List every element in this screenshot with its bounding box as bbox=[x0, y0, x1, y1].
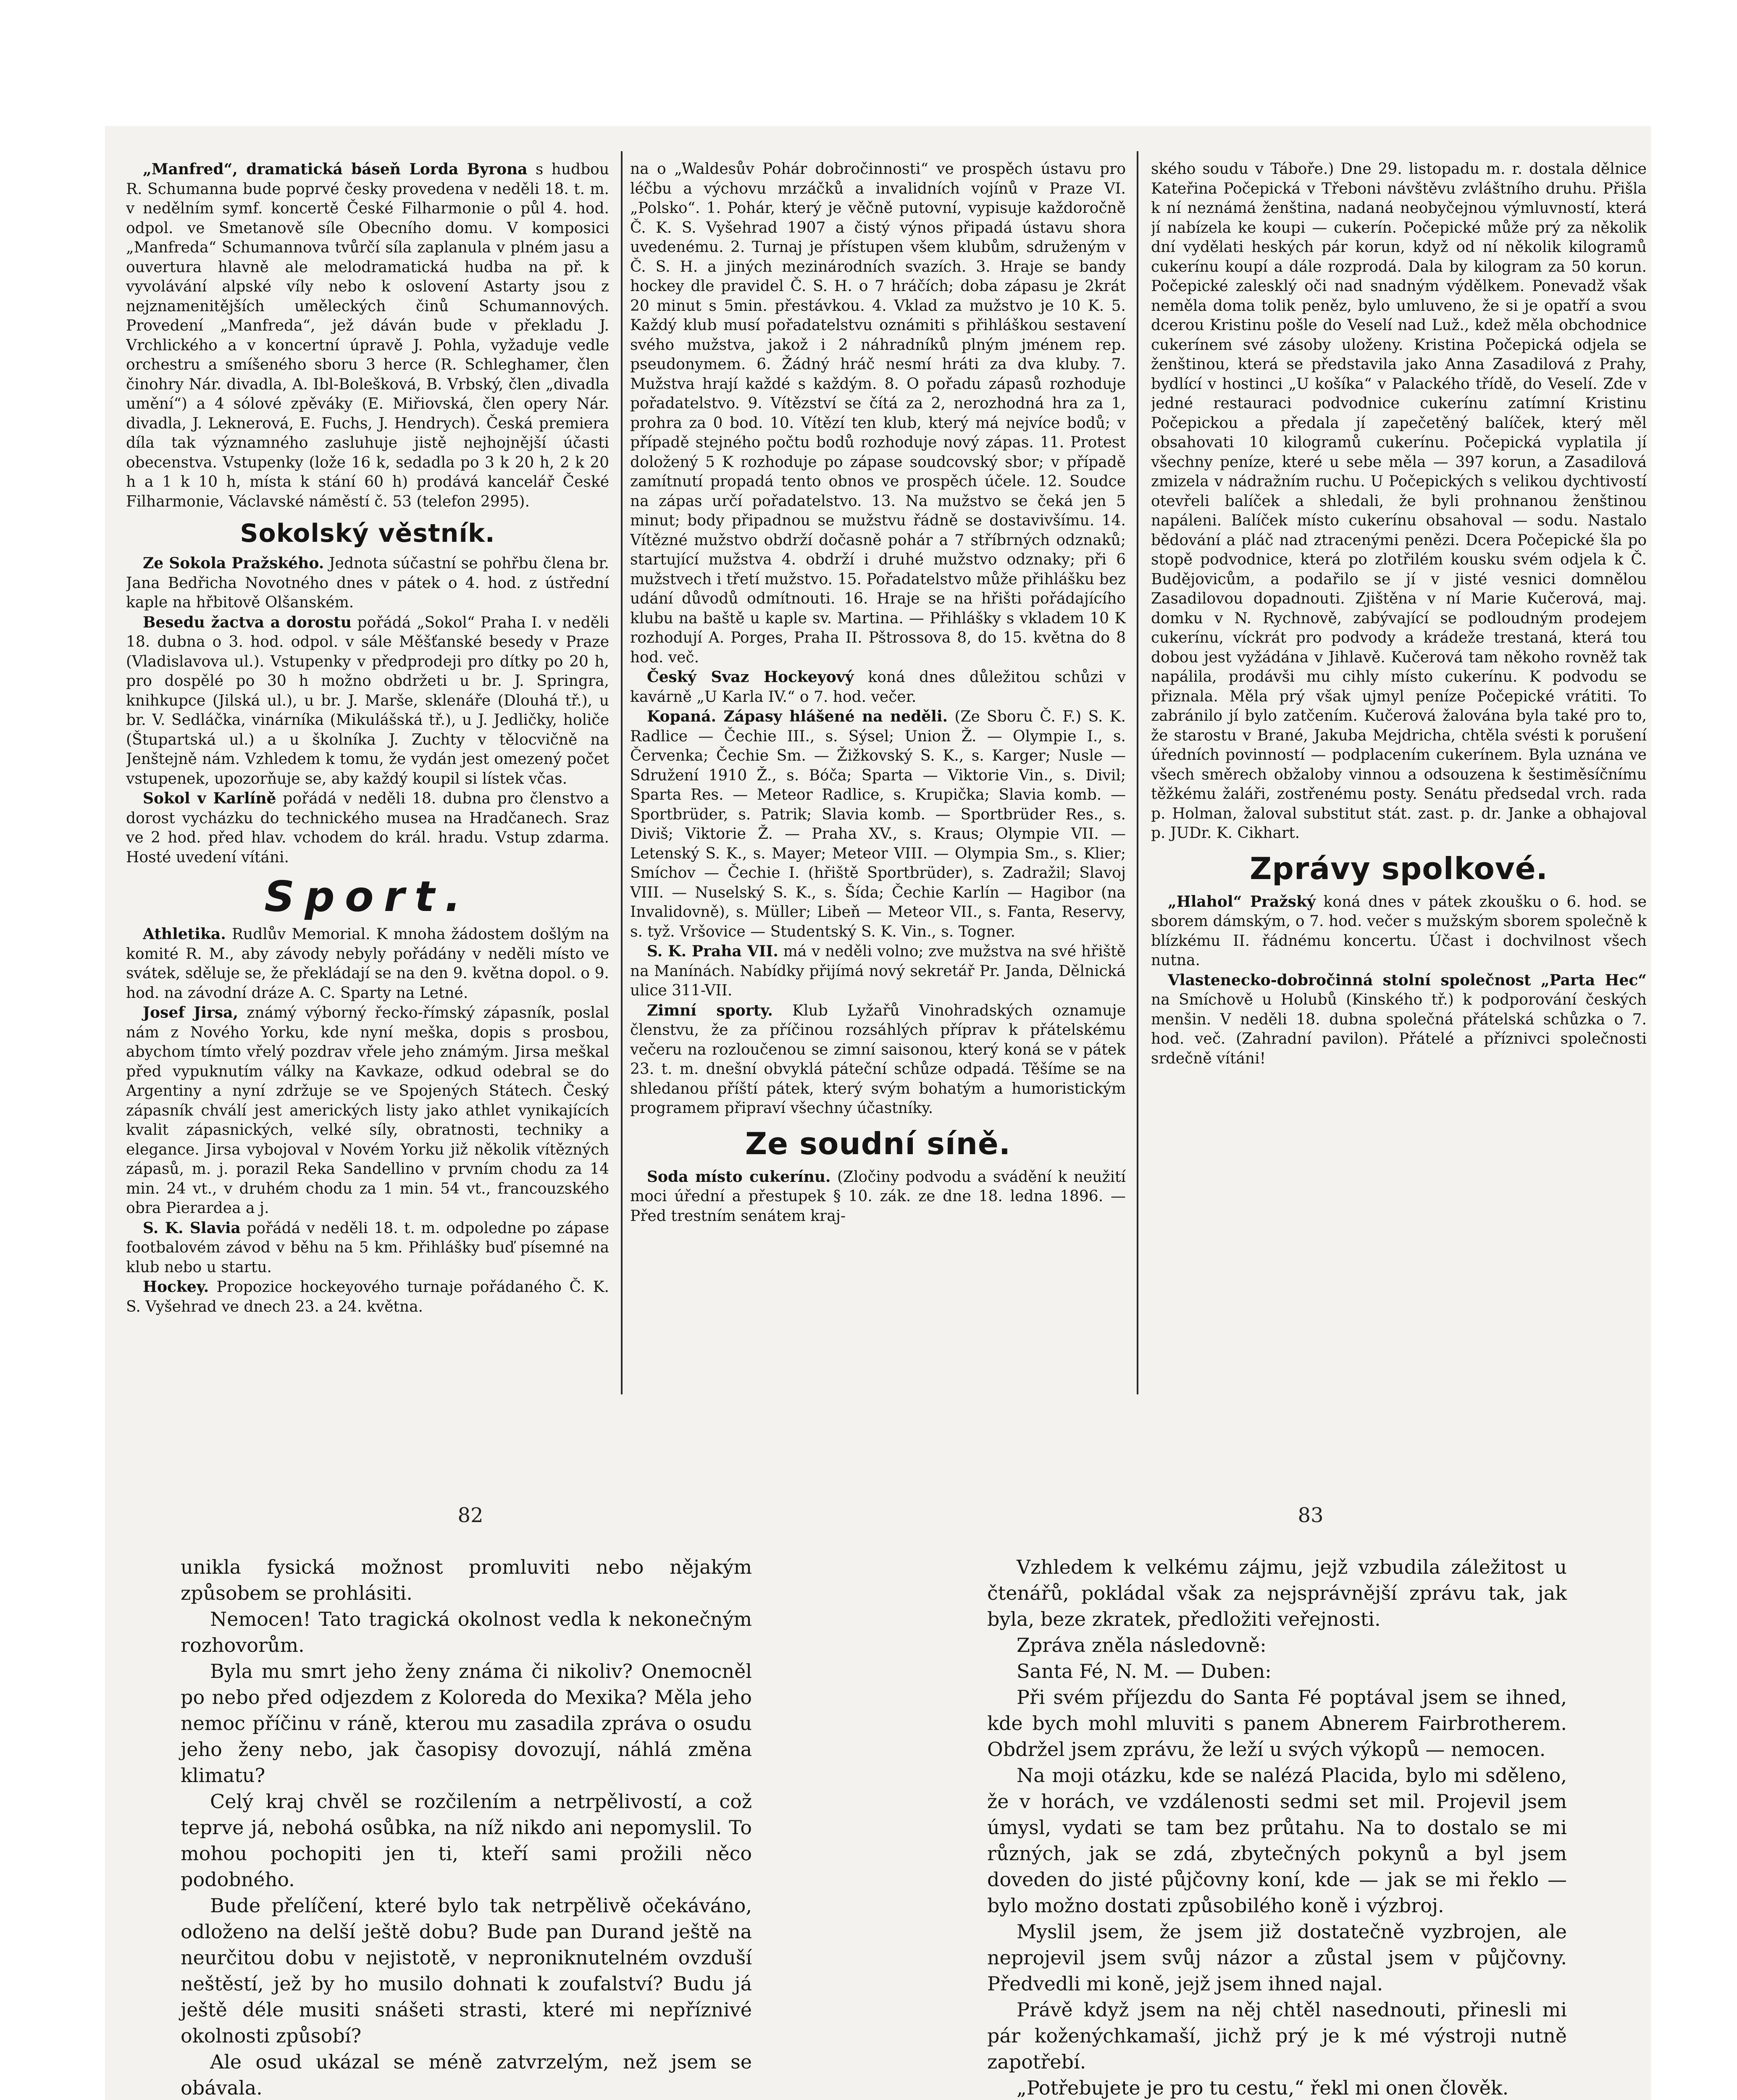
book-paragraph: unikla fysická možnost promluviti nebo nějakým způsobem se prohlásiti. bbox=[181, 1556, 752, 1604]
article-text: koná dnes v pátek zkoušku o 6. hod. se sborem dámským, o 7. hod. večer s mužským sborem společně k blízkému II. řádnému koncertu. Účast i dochvilnost všech nutna. bbox=[1151, 893, 1647, 969]
article-lead: „Manfred“, dramatická báseň Lorda Byrona bbox=[143, 160, 528, 178]
spolky-heading: Zprávy spolkové. bbox=[1250, 850, 1548, 886]
article-lead: Český Svaz Hockeyový bbox=[647, 668, 854, 686]
article-paragraph bbox=[126, 554, 609, 613]
article-lead: Athletika. bbox=[143, 925, 226, 943]
article-text: s hudbou R. Schumanna bude poprvé česky provedena v neděli 18. t. m. v nedělním symf. koncertě České Filharmonie o půl 4. hod. odpol. ve Smetanově síle Obecního domu. V komposici „Manfreda“ Schumannova tvůrčí síla zaplanula v plném jasu a ouvertura hlavně ale melodramatická hudba na př. k vyvolávání alpské víly nebo k oslovení Astarty jsou z nejznamenitějších uměleckých činů Schumannových. Provedení „Manfreda“, jež dáván bude v překladu J. Vrchlického a v koncertní úpravě J. Pohla, vyžaduje vedle orchestru a smíšeného sboru 3 herce (R. Schleghamer, člen činohry Nár. divadla, A. Ibl-Bolešková, B. Vrbský, člen „divadla umění“) a 4 sólové zpěváky (E. Miřiovská, člen opery Nár. divadla, J. Leknerová, E. Fuchs, J. Hendrych). Česká premiera díla tak významného zasluhuje jistě nejhojnější účasti obecenstva. Vstupenky (lože 16 k, sedadla po 3 k 20 h, 2 k 20 h a 1 k 10 h, místa k stání 60 h) prodává kancelář České Filharmonie, Václavské náměstí č. 53 (telefon 2995). bbox=[126, 161, 609, 510]
book-right-page bbox=[987, 1554, 1567, 2100]
article-paragraph bbox=[1151, 892, 1647, 971]
article-paragraph bbox=[630, 942, 1126, 1001]
article-text: Rudlův Memorial. K mnoha žádostem došlým na komité R. M., aby závody nebyly pořádány v neděli místo ve svátek, sděluje se, že překládají se na den 9. května dopol. o 9. hod. na závodní dráze A. C. Sparty na Letné. bbox=[126, 926, 609, 1002]
article-text: Klub Lyžařů Vinohradských oznamuje členstvu, že za příčinou rozsáhlých příprav k přátelskému večeru na rozloučenou se zimní saisonou, který koná se v pátek 23. t. m. dnešní obvyklá páteční schůze odpadá. Těšíme se na shledanou příští pátek, který svým bohatým a humoristickým programem připraví všechny účastníky. bbox=[630, 1002, 1126, 1117]
article-lead: Hockey. bbox=[143, 1278, 209, 1296]
book-paragraph: Byla mu smrt jeho ženy známa či nikoliv? Onemocněl po nebo před odjezdem z Koloreda do Mexika? Měla jeho nemoc příčinu v ráně, kterou mu zasadila zpráva o osudu jeho ženy nebo, jak časopisy dovozují, náhlá změna klimatu? bbox=[181, 1660, 752, 1787]
left-page-number: 82 bbox=[457, 1504, 484, 1527]
article-lead: Vlastenecko-dobročinná stolní společnost „Parta Hec“ bbox=[1168, 971, 1647, 989]
book-paragraph: Celý kraj chvěl se rozčilením a netrpělivostí, a což teprve já, nebohá osůbka, na níž nikdo ani nepomyslil. To mohou pochopiti jen ti, kteří sami prožili něco podobného. bbox=[181, 1790, 752, 1891]
article-text: pořádá v neděli 18. t. m. odpoledne po zápase footbalovém závod v běhu na 5 km. Přihlášky buď písemné na klub nebo u startu. bbox=[126, 1219, 609, 1276]
book-left-page bbox=[181, 1554, 752, 2100]
article-lead: „Hlahol“ Pražský bbox=[1168, 892, 1316, 911]
article-paragraph bbox=[630, 160, 1126, 667]
book-paragraph: Na moji otázku, kde se nalézá Placida, bylo mi sděleno, že v horách, ve vzdálenosti sedmi set mil. Projevil jsem úmysl, vydati se tam bez průtahu. Na to dostalo se mi různých, jak se zdá, zbytečných pokynů a byl jsem doveden do jisté půjčovny koní, kde — jak se mi řeklo — bylo možno dostati způsobilého koně i výzbroj. bbox=[987, 1764, 1567, 1917]
right-page-number: 83 bbox=[1298, 1504, 1324, 1527]
article-text: na o „Waldesův Pohár dobročinnosti“ ve prospěch ústavu pro léčbu a výchovu mrzáčků a invalidních vojínů v Praze VI. „Polsko“. 1. Pohár, který je věčně putovní, vypisuje každoročně Č. K. S. Vyšehrad 1907 a čistý výnos připadá ústavu shora uvedenému. 2. Turnaj je přístupen všem klubům, sdruženým v Č. S. H. a jiných mezinárodních svazích. 3. Hraje se bandy hockey dle pravidel Č. S. H. o 7 hráčích; doba zápasu je 2krát 20 minut s 5min. přestávkou. 4. Vklad za mužstvo je 10 K. 5. Každý klub musí pořadatelstvu oznámiti s přihláškou sestavení svého mužstva, jakož i 2 náhradníků plným jménem rep. pseudonymem. 6. Žádný hráč nesmí hráti za dva kluby. 7. Mužstva hrají každé s každým. 8. O pořadu zápasů rozhoduje pořadatelstvo. 9. Vítězství se čítá za 2, nerozhodná hra za 1, prohra za 0 bod. 10. Vítězí ten klub, který má nejvíce bodů; v případě stejného počtu bodů rozhoduje nový zápas. 11. Protest doložený 5 K rozhoduje po zápase soudcovský sbor; v případě zamítnutí propadá tento obnos ve prospěch účele. 12. Soudce na zápas určí pořadatelstvo. 13. Na mužstvo se čeká jen 5 minut; body připadnou se mužstvu řádně se dostavivšímu. 14. Vítězné mužstvo obdrží dočasně pohár a 7 stříbrných odznaků; startující mužstva 4. obdrží i druhé mužstvo odznaky; při 6 mužstvech i třetí mužstvo. 15. Pořadatelstvo může přihlášku bez udání důvodů odmítnouti. 16. Hraje se na hřišti pořádajícího klubu na baště u kaple sv. Martina. — Přihlášky s vkladem 10 K rozhodují A. Porges, Praha II. Pštrossova 8, do 15. května do 8 hod. več. bbox=[630, 160, 1126, 666]
article-lead: Josef Jirsa, bbox=[143, 1004, 238, 1021]
article-paragraph bbox=[630, 707, 1126, 942]
article-text: Propozice hockeyového turnaje pořádaného Č. K. S. Vyšehrad ve dnech 23. a 24. května. bbox=[126, 1278, 609, 1315]
article-lead: Ze Sokola Pražského. bbox=[143, 554, 324, 572]
book-paragraph: „Potřebujete je pro tu cestu,“ řekl mi onen člověk. bbox=[1017, 2076, 1509, 2099]
article-text: Jednota súčastní se pohřbu člena br. Jana Bedřicha Novotného dnes v pátek o 4. hod. z ústřední kaple na hřbitově Olšanském. bbox=[126, 555, 609, 611]
right-newspaper-column bbox=[1151, 160, 1647, 1378]
article-text: (Ze Sboru Č. F.) S. K. Radlice — Čechie III., s. Sýsel; Union Ž. — Olympie I., s. Červenka; Čechie Sm. — Žižkovský S. K., s. Karger; Nusle — Sdružení 1910 Ž., s. Bóča; Sparta — Viktorie Vin., s. Divil; Sparta Res. — Meteor Radlice, s. Krupička; Slavia komb. — Sportbrüder, s. Patrik; Slavia komb. — Sportbrüder Res., s. Diviš; Viktorie Ž. — Praha XV., s. Kraus; Olympie VII. — Letenský S. K., s. Mayer; Meteor VIII. — Olympia Sm., s. Klier; Smíchov — Čechie I. (hřiště Sportbrüder), s. Zadražil; Slavoj VIII. — Nuselský S. K., s. Šída; Čechie Karlín — Hagibor (na Invalidovně), s. Müller; Libeň — Meteor VII., s. Fanta, Reservy, s. tyž. Vršovice — Studentský S. K. Vin., s. Togner. bbox=[630, 708, 1126, 940]
book-paragraph: Myslil jsem, že jsem již dostatečně vyzbrojen, ale neprojevil jsem svůj názor a zůstal jsem v půjčovny. Předvedli mi koně, jejž jsem ihned najal. bbox=[987, 1920, 1567, 1995]
article-lead: Soda místo cukerínu. bbox=[647, 1168, 831, 1186]
article-text: má v neděli volno; zve mužstva na své hřiště na Manínách. Nabídky přijímá nový sekretář Pr. Janda, Dělnická ulice 311-VII. bbox=[630, 943, 1126, 999]
article-lead: S. K. Slavia bbox=[143, 1219, 241, 1237]
book-paragraph: Vzhledem k velkému zájmu, jejž vzbudila záležitost u čtenářů, pokládal však za nejsprávnější zprávu tak, jak byla, beze zkratek, předložiti veřejnosti. bbox=[987, 1556, 1567, 1630]
book-paragraph: Santa Fé, N. M. — Duben: bbox=[1017, 1660, 1272, 1683]
article-paragraph bbox=[126, 160, 609, 512]
article-paragraph bbox=[1151, 971, 1647, 1069]
book-paragraph: Zpráva zněla následovně: bbox=[1017, 1634, 1267, 1656]
article-text: známý výborný řecko-římský zápasník, poslal nám z Nového Yorku, kde nyní meška, dopis s prosbou, abychom tímto vřelý pozdrav vřele jeho známým. Jirsa meškal před vypuknutím války na Kavkaze, odkud odebral se do Argentiny a nyní zdržuje se ve Spojených Státech. Český zápasník chválí jest amerických listy jako athlet vynikajících kvalit zápasnických, velké síly, obratnosti, techniky a elegance. Jirsa vybojoval v Novém Yorku již několik vítězných zápasů, m. j. porazil Reka Sandellino v prvním chodu za 14 min. 24 vt., v druhém chodu za 1 min. 54 vt., francouzského obra Pierardea a j. bbox=[126, 1004, 609, 1217]
column-divider-left bbox=[621, 151, 623, 1394]
article-text: na Smíchově u Holubů (Kinského tř.) k podporování českých menšin. V neděli 18. dubna společná přátelská schůzka o 7. hod. več. (Zahradní pavilon). Přátelé a příznivci společnosti srdečně vítáni! bbox=[1151, 991, 1647, 1067]
article-text: (Zločiny podvodu a svádění k neužití moci úřední a přestupek § 10. zák. ze dne 18. ledna 1896. — Před trestním senátem kraj- bbox=[630, 1168, 1126, 1225]
article-paragraph bbox=[630, 1001, 1126, 1118]
sport-heading: Sport. bbox=[264, 872, 471, 921]
article-paragraph bbox=[126, 613, 609, 789]
article-text: ského soudu v Táboře.) Dne 29. listopadu m. r. dostala dělnice Kateřina Počepická v Třeboni návštěvu zvláštního druhu. Přišla k ní neznámá ženština, nadaná neobyčejnou výmluvností, která jí nabízela ke koupi — cukerín. Počepické může prý za několik dní vydělati heských pár korun, když od ní několik kilogramů cukerínu koupí a dále rozprodá. Dala by kilogram za 50 korun. Počepické zalesklý oči nad snadným výdělkem. Ponevadž však neměla doma tolik peněz, bylo umluveno, že si je opatří a svou dcerou Kristinu pošle do Veselí nad Luž., kdež měla obchodnice cukerínem své zásoby uloženy. Kristina Počepická odjela se ženštinou, která se představila jako Anna Zasadilová z Prahy, bydlící v hostinci „U košíka“ v Palackého třídě, do Veselí. Zde v jedné restauraci podvodnice cukerínu zatímní Kristinu Počepickou a předala jí zapečetěný balíček, který měl obsahovati 10 kilogramů cukerínu. Počepická vyplatila jí všechny peníze, které u sebe měla — 397 korun, a Zasadilová zmizela v nádražním ruchu. U Počepických s velikou dychtivostí otevřeli balíček a shledali, že byli prohnanou ženštinou napáleni. Balíček místo cukerínu obsahoval — sodu. Nastalo bědování a pláč nad ztracenými penězi. Dcera Počepické šla po stopě podvodnice, která po zlotřilém kousku svém odjela k Č. Budějovicům, a podařilo se jí v jisté vesnici domnělou Zasadilovou dopadnouti. Zjištěna v ní Marie Kučerová, maj. domku v N. Rychnově, zabývající se podloudným prodejem cukerínu, víckrát pro podvody a krádeže trestaná, která tou dobou jest vyžádána v Jihlavě. Kučerová tam někoho rovněž tak napálila, prodávši mu cihly místo cukerínu. K podvodu se přiznala. Měla prý však ujmyl peníze Počepické vrátiti. To zabránilo jí bylo zatčením. Kučerová žalována byla také pro to, že starostu v Brané, Jakuba Mejdricha, chtěla svésti k porušení úředních povinností — podplacením cukerínem. Byla uznána ve všech směrech obžaloby vinnou a odsouzena k šestiměsíčnímu těžkému žaláři, zostřenému posty. Senátu předsedal vrch. rada p. Holman, žaloval substitut stát. zast. p. dr. Janke a obhajoval p. JUDr. K. Cikhart. bbox=[1151, 160, 1647, 842]
article-paragraph bbox=[126, 924, 609, 1003]
book-paragraph: Právě když jsem na něj chtěl nasednouti, přinesli mi pár koženýchkamaší, jichž prý je k mé výstroji nutně zapotřebí. bbox=[987, 1998, 1567, 2073]
article-paragraph bbox=[1151, 160, 1647, 843]
article-lead: Kopaná. Zápasy hlášené na neděli. bbox=[647, 708, 948, 725]
column-divider-right bbox=[1137, 151, 1138, 1394]
article-lead: Sokol v Karlíně bbox=[143, 790, 276, 807]
article-paragraph bbox=[630, 667, 1126, 707]
article-text: pořádá „Sokol“ Praha I. v neděli 18. dubna o 3. hod. odpol. v sále Měšťanské besedy v Praze (Vladislavova ul.). Vstupenky v předprodeji pro dítky po 20 h, pro dospělé po 30 h možno obdržeti u br. J. Springra, knihkupce (Jilská ul.), u br. J. Marše, sklenáře (Dlouhá tř.), u br. V. Sedláčka, vinárníka (Mikulášská tř.), u J. Jedličky, holiče (Štupartská ul.) a u školníka J. Zuchty v tělocvičně na Jenštejně nám. Vzhledem k tomu, že vydán jest omezený počet vstupenek, upozorňuje se, aby každý koupil si lístek včas. bbox=[126, 614, 609, 788]
article-paragraph bbox=[630, 1167, 1126, 1226]
article-paragraph bbox=[126, 1003, 609, 1218]
article-paragraph bbox=[126, 789, 609, 867]
book-paragraph: Ale osud ukázal se méně zatvrzelým, než jsem se obávala. bbox=[181, 2050, 752, 2099]
article-paragraph bbox=[126, 1218, 609, 1278]
article-lead: Zimní sporty. bbox=[647, 1001, 773, 1019]
book-paragraph: Nemocen! Tato tragická okolnost vedla k nekonečným rozhovorům. bbox=[181, 1608, 752, 1656]
book-paragraph: Při svém příjezdu do Santa Fé poptával jsem se ihned, kde bych mohl mluviti s panem Abnerem Fairbrotherem. Obdržel jsem zprávu, že leží u svých výkopů — nemocen. bbox=[987, 1686, 1567, 1761]
sokol-heading: Sokolský věstník. bbox=[240, 519, 495, 548]
court-heading: Ze soudní síně. bbox=[745, 1126, 1011, 1161]
article-text: pořádá v neděli 18. dubna pro členstvo a dorost vycházku do technického musea na Hradčanech. Sraz ve 2 hod. před hlav. vchodem do král. hradu. Vstup zdarma. Hosté uvedení vítáni. bbox=[126, 790, 609, 866]
article-text: koná dnes důležitou schůzi v kavárně „U Karla IV.“ o 7. hod. večer. bbox=[630, 669, 1126, 706]
article-lead: Besedu žactva a dorostu bbox=[143, 613, 352, 631]
article-paragraph bbox=[126, 1277, 609, 1317]
middle-newspaper-column bbox=[630, 160, 1126, 1378]
left-newspaper-column bbox=[126, 160, 609, 1378]
article-lead: S. K. Praha VII. bbox=[647, 942, 778, 960]
book-paragraph: Bude přelíčení, které bylo tak netrpělivě očekáváno, odloženo na delší ještě dobu? Bude pan Durand ještě na neurčitou dobu v nejistotě, v neproniknutelném ovzduší neštěstí, jež by ho musilo dohnati k zoufalství? Budu já ještě déle musiti snášeti strasti, které mi nepříznivé okolnosti způsobí? bbox=[181, 1894, 752, 2047]
